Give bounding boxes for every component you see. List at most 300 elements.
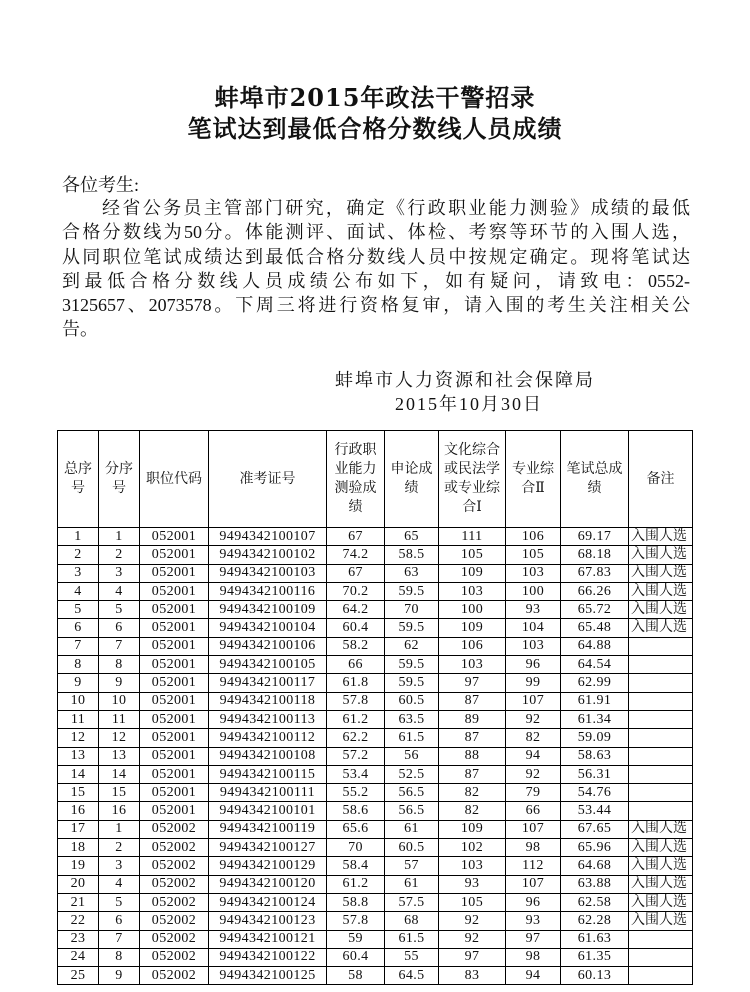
table-row [58,765,693,783]
cell-sub-no: 9 [99,967,140,985]
cell-sub-no: 15 [99,784,140,802]
cell-sub-no: 9 [99,674,140,692]
cell-total-no: 23 [58,930,99,948]
cell-essay-score: 62 [385,637,439,655]
cell-aptitude-score: 58.8 [327,893,385,911]
cell-essay-score: 60.5 [385,839,439,857]
cell-ticket-no: 9494342100112 [209,729,327,747]
cell-aptitude-score: 57.2 [327,747,385,765]
notice-body [62,196,690,342]
cell-subject2-score: 94 [506,967,561,985]
cell-subject1-score: 97 [439,948,506,966]
cell-subject1-score: 92 [439,930,506,948]
cell-ticket-no: 9494342100106 [209,637,327,655]
cell-total-no: 13 [58,747,99,765]
cell-position-code: 052001 [140,656,209,674]
cell-essay-score: 59.5 [385,656,439,674]
cell-subject1-score: 87 [439,729,506,747]
cell-total-score: 69.17 [561,528,629,546]
cell-position-code: 052001 [140,637,209,655]
cell-essay-score: 56.5 [385,784,439,802]
cell-total-no: 11 [58,710,99,728]
cell-aptitude-score: 57.8 [327,692,385,710]
cell-subject2-score: 82 [506,729,561,747]
cell-total-score: 65.96 [561,839,629,857]
cell-remark [629,729,693,747]
cell-total-score: 62.58 [561,893,629,911]
cell-subject2-score: 93 [506,912,561,930]
cell-total-no: 14 [58,765,99,783]
cell-ticket-no: 9494342100115 [209,765,327,783]
cell-aptitude-score: 70.2 [327,582,385,600]
cell-position-code: 052001 [140,692,209,710]
cell-subject1-score: 92 [439,912,506,930]
cell-position-code: 052001 [140,765,209,783]
cell-aptitude-score: 61.2 [327,875,385,893]
cell-sub-no: 6 [99,619,140,637]
cell-ticket-no: 9494342100122 [209,948,327,966]
cell-essay-score: 52.5 [385,765,439,783]
cell-total-score: 60.13 [561,967,629,985]
cell-remark [629,967,693,985]
cell-aptitude-score: 58.6 [327,802,385,820]
cell-subject1-score: 111 [439,528,506,546]
header-essay-score: 申论成绩 [385,431,439,528]
cell-subject2-score: 96 [506,656,561,674]
cell-total-no: 1 [58,528,99,546]
cell-total-no: 10 [58,692,99,710]
cell-essay-score: 58.5 [385,546,439,564]
cell-subject2-score: 98 [506,948,561,966]
cell-ticket-no: 9494342100108 [209,747,327,765]
cell-total-score: 65.72 [561,601,629,619]
cell-remark: 入围人选 [629,582,693,600]
cell-total-no: 21 [58,893,99,911]
cell-ticket-no: 9494342100107 [209,528,327,546]
cell-remark [629,784,693,802]
cell-ticket-no: 9494342100124 [209,893,327,911]
cell-aptitude-score: 61.2 [327,710,385,728]
cell-subject2-score: 93 [506,601,561,619]
cell-remark: 入围人选 [629,564,693,582]
cell-subject2-score: 97 [506,930,561,948]
cell-total-no: 25 [58,967,99,985]
body-line: 3125657、2073578。下周三将进行资格复审，请入围的考生关注相关公 [62,295,690,316]
header-subject2-score: 专业综合Ⅱ [506,431,561,528]
cell-ticket-no: 9494342100125 [209,967,327,985]
cell-total-no: 18 [58,839,99,857]
cell-position-code: 052002 [140,967,209,985]
cell-aptitude-score: 60.4 [327,619,385,637]
table-row [58,692,693,710]
cell-essay-score: 56.5 [385,802,439,820]
table-row [58,893,693,911]
cell-total-score: 58.63 [561,747,629,765]
cell-remark [629,747,693,765]
table-row [58,656,693,674]
notice-title [0,82,750,144]
table-row [58,582,693,600]
cell-subject1-score: 83 [439,967,506,985]
cell-essay-score: 56 [385,747,439,765]
cell-position-code: 052001 [140,802,209,820]
cell-subject2-score: 100 [506,582,561,600]
cell-sub-no: 13 [99,747,140,765]
table-row [58,948,693,966]
cell-sub-no: 5 [99,893,140,911]
header-position-code: 职位代码 [140,431,209,528]
cell-subject1-score: 97 [439,674,506,692]
cell-ticket-no: 9494342100109 [209,601,327,619]
cell-subject1-score: 82 [439,802,506,820]
table-row [58,802,693,820]
cell-ticket-no: 9494342100104 [209,619,327,637]
cell-total-score: 56.31 [561,765,629,783]
cell-sub-no: 14 [99,765,140,783]
cell-remark [629,948,693,966]
cell-subject1-score: 109 [439,820,506,838]
cell-subject1-score: 109 [439,619,506,637]
cell-aptitude-score: 66 [327,656,385,674]
cell-total-score: 64.54 [561,656,629,674]
cell-ticket-no: 9494342100117 [209,674,327,692]
cell-position-code: 052001 [140,784,209,802]
cell-sub-no: 1 [99,528,140,546]
cell-aptitude-score: 55.2 [327,784,385,802]
cell-essay-score: 59.5 [385,674,439,692]
cell-aptitude-score: 58 [327,967,385,985]
cell-total-no: 19 [58,857,99,875]
cell-subject2-score: 66 [506,802,561,820]
cell-aptitude-score: 58.2 [327,637,385,655]
cell-total-no: 5 [58,601,99,619]
table-row [58,967,693,985]
cell-remark: 入围人选 [629,528,693,546]
cell-sub-no: 6 [99,912,140,930]
cell-position-code: 052002 [140,948,209,966]
salutation: 各位考生: [62,175,140,195]
cell-sub-no: 3 [99,564,140,582]
cell-essay-score: 61.5 [385,729,439,747]
cell-remark [629,637,693,655]
cell-subject1-score: 82 [439,784,506,802]
table-row [58,857,693,875]
table-body [58,528,693,985]
cell-total-no: 3 [58,564,99,582]
table-row [58,875,693,893]
cell-position-code: 052001 [140,546,209,564]
score-table [57,430,693,985]
cell-aptitude-score: 53.4 [327,765,385,783]
cell-sub-no: 4 [99,582,140,600]
cell-position-code: 052001 [140,729,209,747]
body-line: 经省公务员主管部门研究，确定《行政职业能力测验》成绩的最低 [102,198,690,218]
cell-total-score: 64.68 [561,857,629,875]
cell-sub-no: 7 [99,930,140,948]
cell-sub-no: 4 [99,875,140,893]
cell-total-no: 16 [58,802,99,820]
cell-position-code: 052001 [140,582,209,600]
cell-ticket-no: 9494342100123 [209,912,327,930]
header-sub-no: 分序号 [99,431,140,528]
cell-aptitude-score: 59 [327,930,385,948]
table-row [58,674,693,692]
cell-essay-score: 59.5 [385,619,439,637]
cell-remark [629,802,693,820]
cell-essay-score: 64.5 [385,967,439,985]
cell-total-score: 59.09 [561,729,629,747]
cell-subject2-score: 98 [506,839,561,857]
issue-date: 2015年10月30日 [395,394,543,414]
cell-aptitude-score: 57.8 [327,912,385,930]
cell-essay-score: 63.5 [385,710,439,728]
cell-sub-no: 5 [99,601,140,619]
cell-remark [629,692,693,710]
body-line: 从同职位笔试成绩达到最低合格分数线人员中按规定确定。现将笔试达 [62,246,690,267]
cell-aptitude-score: 70 [327,839,385,857]
cell-aptitude-score: 58.4 [327,857,385,875]
cell-total-no: 24 [58,948,99,966]
cell-ticket-no: 9494342100105 [209,656,327,674]
cell-total-score: 62.28 [561,912,629,930]
cell-position-code: 052001 [140,747,209,765]
cell-ticket-no: 9494342100103 [209,564,327,582]
cell-remark: 入围人选 [629,912,693,930]
cell-essay-score: 65 [385,528,439,546]
cell-total-score: 61.35 [561,948,629,966]
cell-subject1-score: 102 [439,839,506,857]
cell-sub-no: 11 [99,710,140,728]
cell-remark: 入围人选 [629,857,693,875]
cell-sub-no: 7 [99,637,140,655]
cell-sub-no: 2 [99,839,140,857]
cell-ticket-no: 9494342100102 [209,546,327,564]
cell-essay-score: 60.5 [385,692,439,710]
cell-ticket-no: 9494342100129 [209,857,327,875]
cell-essay-score: 55 [385,948,439,966]
cell-ticket-no: 9494342100113 [209,710,327,728]
cell-total-no: 12 [58,729,99,747]
cell-subject2-score: 112 [506,857,561,875]
cell-subject1-score: 88 [439,747,506,765]
header-total-no: 总序号 [58,431,99,528]
cell-aptitude-score: 61.8 [327,674,385,692]
cell-remark [629,710,693,728]
cell-total-no: 17 [58,820,99,838]
cell-essay-score: 68 [385,912,439,930]
cell-subject1-score: 105 [439,546,506,564]
header-remark: 备注 [629,431,693,528]
cell-essay-score: 61.5 [385,930,439,948]
title-line-1: 蚌埠市2015年政法干警招录 [214,83,536,112]
cell-total-score: 66.26 [561,582,629,600]
cell-aptitude-score: 60.4 [327,948,385,966]
cell-position-code: 052002 [140,930,209,948]
cell-subject2-score: 106 [506,528,561,546]
cell-subject2-score: 79 [506,784,561,802]
cell-position-code: 052001 [140,528,209,546]
cell-sub-no: 10 [99,692,140,710]
cell-total-score: 64.88 [561,637,629,655]
cell-total-no: 15 [58,784,99,802]
table-row [58,820,693,838]
cell-position-code: 052002 [140,820,209,838]
table-row [58,601,693,619]
cell-total-score: 54.76 [561,784,629,802]
cell-subject1-score: 106 [439,637,506,655]
cell-remark: 入围人选 [629,601,693,619]
cell-ticket-no: 9494342100116 [209,582,327,600]
cell-subject1-score: 93 [439,875,506,893]
cell-subject2-score: 103 [506,637,561,655]
cell-subject1-score: 109 [439,564,506,582]
body-line: 合格分数线为50分。体能测评、面试、体检、考察等环节的入围人选， [62,222,690,243]
cell-remark: 入围人选 [629,893,693,911]
cell-position-code: 052001 [140,601,209,619]
cell-subject1-score: 105 [439,893,506,911]
table-row [58,710,693,728]
cell-remark: 入围人选 [629,839,693,857]
cell-total-no: 8 [58,656,99,674]
cell-ticket-no: 9494342100121 [209,930,327,948]
cell-aptitude-score: 64.2 [327,601,385,619]
cell-ticket-no: 9494342100118 [209,692,327,710]
cell-total-score: 61.91 [561,692,629,710]
cell-total-no: 6 [58,619,99,637]
cell-essay-score: 63 [385,564,439,582]
table-row [58,930,693,948]
cell-subject2-score: 96 [506,893,561,911]
cell-sub-no: 3 [99,857,140,875]
cell-subject2-score: 105 [506,546,561,564]
cell-sub-no: 16 [99,802,140,820]
cell-sub-no: 12 [99,729,140,747]
cell-remark [629,674,693,692]
cell-remark [629,656,693,674]
cell-essay-score: 57.5 [385,893,439,911]
cell-total-score: 62.99 [561,674,629,692]
table-row [58,729,693,747]
cell-subject2-score: 104 [506,619,561,637]
cell-ticket-no: 9494342100111 [209,784,327,802]
cell-subject2-score: 107 [506,820,561,838]
cell-subject2-score: 92 [506,765,561,783]
cell-total-score: 68.18 [561,546,629,564]
cell-ticket-no: 9494342100101 [209,802,327,820]
cell-total-no: 4 [58,582,99,600]
cell-total-no: 2 [58,546,99,564]
header-subject1-score: 文化综合或民法学或专业综合Ⅰ [439,431,506,528]
cell-remark [629,930,693,948]
cell-aptitude-score: 65.6 [327,820,385,838]
cell-subject2-score: 94 [506,747,561,765]
cell-total-score: 63.88 [561,875,629,893]
table-row [58,747,693,765]
cell-position-code: 052001 [140,619,209,637]
cell-total-score: 61.34 [561,710,629,728]
table-row [58,912,693,930]
cell-position-code: 052001 [140,564,209,582]
cell-subject1-score: 100 [439,601,506,619]
header-total-score: 笔试总成绩 [561,431,629,528]
table-row [58,784,693,802]
cell-total-score: 67.83 [561,564,629,582]
cell-total-score: 65.48 [561,619,629,637]
cell-essay-score: 59.5 [385,582,439,600]
cell-remark: 入围人选 [629,619,693,637]
cell-subject2-score: 107 [506,875,561,893]
cell-subject1-score: 103 [439,857,506,875]
body-line: 告。 [62,319,98,340]
cell-position-code: 052002 [140,875,209,893]
cell-ticket-no: 9494342100120 [209,875,327,893]
cell-total-no: 9 [58,674,99,692]
cell-essay-score: 57 [385,857,439,875]
cell-subject1-score: 89 [439,710,506,728]
table-row [58,564,693,582]
cell-aptitude-score: 74.2 [327,546,385,564]
cell-total-score: 53.44 [561,802,629,820]
cell-subject2-score: 103 [506,564,561,582]
cell-subject1-score: 87 [439,765,506,783]
cell-aptitude-score: 67 [327,528,385,546]
cell-subject2-score: 107 [506,692,561,710]
cell-subject1-score: 87 [439,692,506,710]
cell-position-code: 052001 [140,674,209,692]
cell-aptitude-score: 62.2 [327,729,385,747]
cell-remark [629,765,693,783]
issuer: 蚌埠市人力资源和社会保障局 [335,370,595,390]
title-line-2: 笔试达到最低合格分数线人员成绩 [187,114,563,143]
cell-total-no: 22 [58,912,99,930]
cell-total-score: 61.63 [561,930,629,948]
table-row [58,546,693,564]
cell-remark: 入围人选 [629,820,693,838]
cell-position-code: 052001 [140,710,209,728]
table-row [58,839,693,857]
cell-sub-no: 1 [99,820,140,838]
cell-essay-score: 70 [385,601,439,619]
cell-remark: 入围人选 [629,546,693,564]
cell-essay-score: 61 [385,820,439,838]
cell-sub-no: 8 [99,948,140,966]
cell-subject1-score: 103 [439,582,506,600]
table-header-row [58,431,693,528]
cell-sub-no: 2 [99,546,140,564]
cell-ticket-no: 9494342100127 [209,839,327,857]
cell-ticket-no: 9494342100119 [209,820,327,838]
cell-total-no: 7 [58,637,99,655]
cell-position-code: 052002 [140,893,209,911]
header-aptitude-score: 行政职业能力测验成绩 [327,431,385,528]
cell-total-no: 20 [58,875,99,893]
cell-subject2-score: 99 [506,674,561,692]
cell-subject1-score: 103 [439,656,506,674]
body-line: 到最低合格分数线人员成绩公布如下，如有疑问，请致电：0552- [62,270,690,291]
cell-sub-no: 8 [99,656,140,674]
table-row [58,619,693,637]
cell-essay-score: 61 [385,875,439,893]
cell-position-code: 052002 [140,857,209,875]
cell-total-score: 67.65 [561,820,629,838]
table-row [58,528,693,546]
header-ticket-no: 准考证号 [209,431,327,528]
cell-aptitude-score: 67 [327,564,385,582]
cell-subject2-score: 92 [506,710,561,728]
cell-position-code: 052002 [140,839,209,857]
cell-remark: 入围人选 [629,875,693,893]
cell-position-code: 052002 [140,912,209,930]
